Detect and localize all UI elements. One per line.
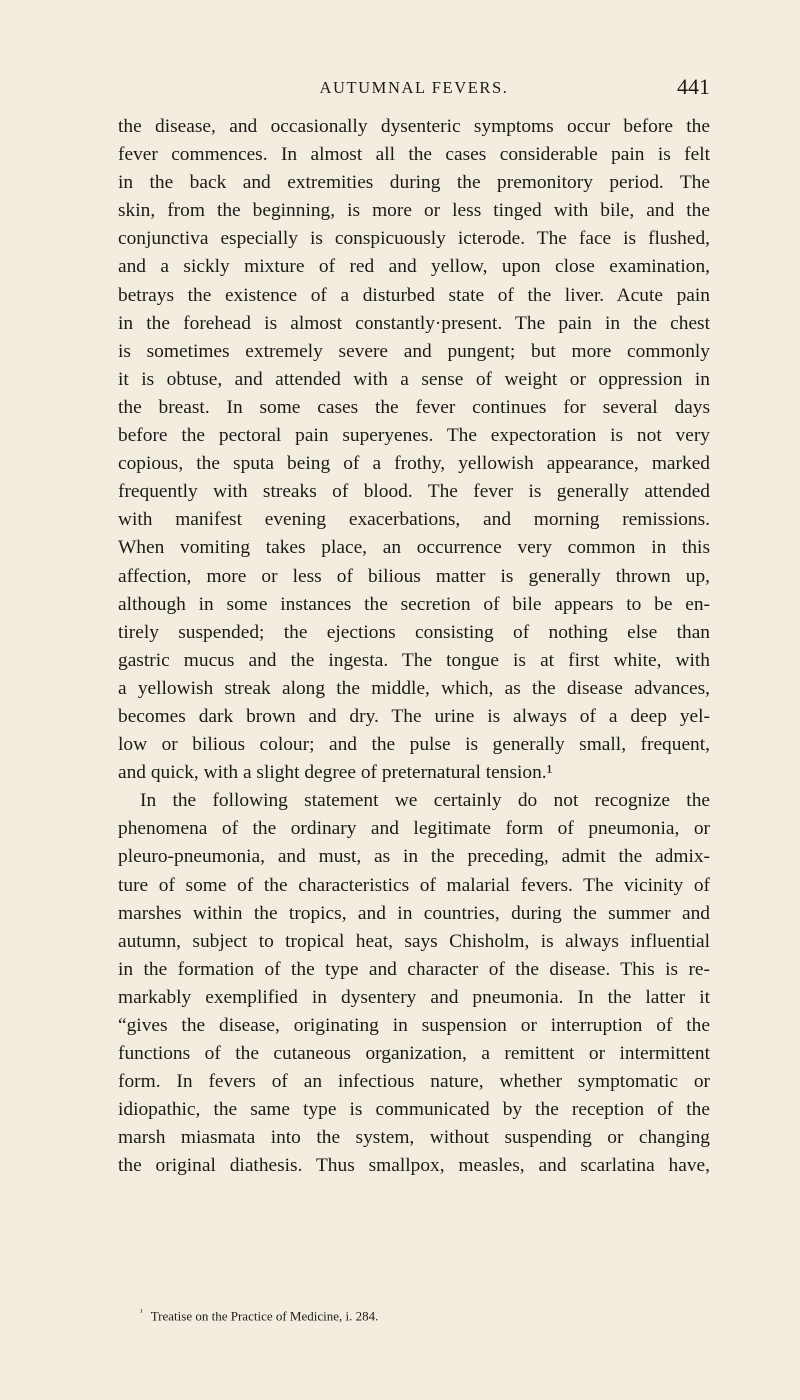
footnote-marker: ¹: [140, 1307, 143, 1317]
paragraph-1: [118, 113, 710, 787]
footnote-text: Treatise on the Practice of Medicine, i. 284.: [150, 1308, 379, 1324]
text-line: and a sickly mixture of red and yellow, upon close examination,: [118, 256, 710, 278]
text-line: functions of the cutaneous organization, a remittent or intermittent: [118, 1043, 710, 1065]
page-number: 441: [677, 74, 710, 99]
text-line: it is obtuse, and attended with a sense of weight or oppression in: [118, 368, 710, 390]
text-line: in the formation of the type and character of the disease. This is re-: [118, 958, 710, 980]
text-line: In the following statement we certainly do not recognize the: [140, 790, 710, 812]
text-line: with manifest evening exacerbations, and morning remissions.: [118, 509, 710, 531]
text-line: marsh miasmata into the system, without suspending or changing: [118, 1127, 710, 1149]
text-line: skin, from the beginning, is more or less tinged with bile, and the: [118, 200, 710, 222]
text-line: affection, more or less of bilious matter is generally thrown up,: [118, 565, 710, 587]
body-text: [118, 113, 710, 1181]
text-line: betrays the existence of a disturbed state of the liver. Acute pain: [118, 284, 710, 306]
text-line: gastric mucus and the ingesta. The tongue is at first white, with: [118, 649, 710, 671]
text-line: “gives the disease, originating in suspension or interruption of the: [118, 1015, 710, 1036]
text-line: the breast. In some cases the fever continues for several days: [118, 396, 710, 418]
text-line: in the forehead is almost constantly·present. The pain in the chest: [118, 312, 710, 334]
text-line: and quick, with a slight degree of preternatural tension.¹: [118, 762, 553, 784]
text-line: marshes within the tropics, and in countries, during the summer and: [118, 902, 710, 924]
text-line: becomes dark brown and dry. The urine is always of a deep yel-: [118, 705, 710, 727]
footnote: [140, 1307, 378, 1324]
text-line: pleuro-pneumonia, and must, as in the preceding, admit the admix-: [118, 846, 710, 868]
text-line: copious, the sputa being of a frothy, yellowish appearance, marked: [118, 453, 710, 475]
text-line: fever commences. In almost all the cases considerable pain is felt: [118, 144, 710, 166]
text-line: When vomiting takes place, an occurrence very common in this: [118, 537, 710, 559]
text-line: phenomena of the ordinary and legitimate form of pneumonia, or: [118, 818, 710, 840]
paragraph-2: [118, 787, 710, 1180]
text-line: idiopathic, the same type is communicated by the reception of the: [118, 1099, 710, 1121]
text-line: in the back and extremities during the premonitory period. The: [118, 172, 710, 194]
text-line: a yellowish streak along the middle, which, as the disease advances,: [118, 677, 710, 699]
text-line: markably exemplified in dysentery and pneumonia. In the latter it: [118, 986, 710, 1008]
running-title: AUTUMNAL FEVERS.: [319, 78, 509, 97]
text-line: the disease, and occasionally dysenteric symptoms occur before the: [118, 116, 710, 137]
text-line: form. In fevers of an infectious nature, whether symptomatic or: [118, 1071, 710, 1093]
text-line: autumn, subject to tropical heat, says Chisholm, is always influential: [118, 930, 710, 952]
text-line: is sometimes extremely severe and pungent; but more commonly: [118, 340, 710, 362]
text-line: frequently with streaks of blood. The fever is generally attended: [118, 481, 710, 503]
text-line: ture of some of the characteristics of malarial fevers. The vicinity of: [118, 874, 710, 896]
text-line: the original diathesis. Thus smallpox, measles, and scarlatina have,: [118, 1155, 710, 1177]
text-line: conjunctiva especially is conspicuously icterode. The face is flushed,: [118, 228, 710, 250]
running-head: [118, 76, 710, 106]
text-line: before the pectoral pain superyenes. The expectoration is not very: [118, 425, 710, 447]
text-line: tirely suspended; the ejections consisting of nothing else than: [118, 621, 710, 643]
text-line: low or bilious colour; and the pulse is generally small, frequent,: [118, 734, 710, 756]
text-line: although in some instances the secretion of bile appears to be en-: [118, 593, 710, 615]
